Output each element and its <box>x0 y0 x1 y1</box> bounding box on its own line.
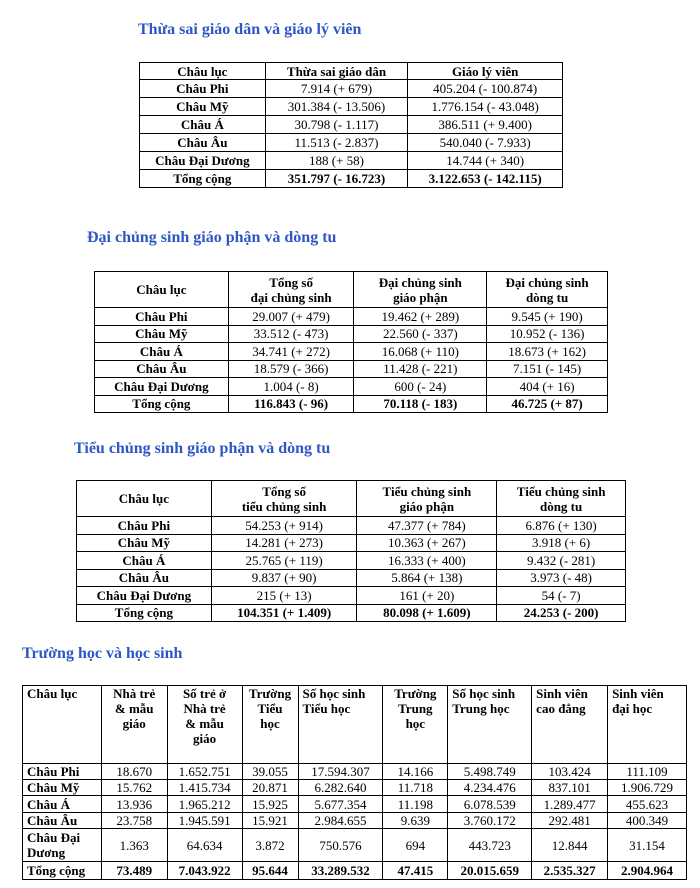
column-header <box>497 481 626 517</box>
column-header <box>101 686 167 764</box>
text-line: học <box>260 716 280 731</box>
value-cell: 34.741 (+ 272) <box>228 343 354 361</box>
value-cell: 1.004 (- 8) <box>228 378 354 396</box>
total-row <box>23 862 687 880</box>
continent-cell <box>23 780 102 796</box>
text-line: giáo phận <box>393 289 448 305</box>
value-cell: 39.055 <box>242 764 298 780</box>
value-cell: 23.758 <box>101 813 167 829</box>
continent-cell <box>23 764 102 780</box>
text-line: Dương <box>27 845 66 860</box>
value-cell: 11.513 (- 2.837) <box>265 134 408 152</box>
table-row <box>140 152 563 170</box>
value-cell: 5.864 (+ 138) <box>357 569 497 587</box>
value-cell: 33.289.532 <box>298 862 383 880</box>
continent-cell: Tổng cộng <box>95 395 229 413</box>
value-cell: 111.109 <box>608 764 687 780</box>
value-cell: 6.876 (+ 130) <box>497 517 626 535</box>
text-line: Đại chủng sinh <box>505 274 589 290</box>
text-line: Nhà trẻ <box>183 701 226 716</box>
column-header <box>228 272 354 308</box>
value-cell: 46.725 (+ 87) <box>487 395 608 413</box>
continent-cell: Châu Mỹ <box>140 98 266 116</box>
continent-cell: Châu Đại Dương <box>95 378 229 396</box>
value-cell: 17.594.307 <box>298 764 383 780</box>
table-row <box>77 552 626 570</box>
value-cell: 16.068 (+ 110) <box>354 343 487 361</box>
column-header <box>77 481 212 517</box>
value-cell: 215 (+ 13) <box>211 587 357 605</box>
column-header: Thừa sai giáo dân <box>265 63 408 80</box>
table-row <box>140 134 563 152</box>
value-cell: 20.871 <box>242 780 298 796</box>
value-cell: 25.765 (+ 119) <box>211 552 357 570</box>
value-cell: 3.918 (+ 6) <box>497 534 626 552</box>
total-row <box>95 395 608 413</box>
text-line: Tổng cộng <box>27 863 86 878</box>
text-line: Châu lục <box>118 491 169 506</box>
continent-cell <box>23 796 102 813</box>
value-cell: 70.118 (- 183) <box>354 395 487 413</box>
text-line: Trường <box>394 686 437 701</box>
column-header <box>383 686 448 764</box>
text-line: Số trẻ ở <box>182 686 227 701</box>
value-cell: 3.760.172 <box>448 813 532 829</box>
value-cell: 2.984.655 <box>298 813 383 829</box>
value-cell: 64.634 <box>167 829 242 862</box>
table-row <box>77 517 626 535</box>
total-row <box>140 170 563 188</box>
text-line: Châu Á <box>27 796 70 812</box>
value-cell: 3.872 <box>242 829 298 862</box>
value-cell: 694 <box>383 829 448 862</box>
table-row <box>95 360 608 378</box>
value-cell: 47.377 (+ 784) <box>357 517 497 535</box>
value-cell: 14.744 (+ 340) <box>408 152 563 170</box>
value-cell: 3.122.653 (- 142.115) <box>408 170 563 188</box>
text-line: Châu lục <box>136 282 187 297</box>
value-cell: 7.043.922 <box>167 862 242 880</box>
value-cell: 750.576 <box>298 829 383 862</box>
continent-cell <box>23 862 102 880</box>
text-line: Sinh viên <box>536 686 588 701</box>
major-seminarians-table <box>94 271 608 413</box>
column-header <box>167 686 242 764</box>
text-line: Đại chủng sinh <box>378 274 462 290</box>
value-cell: 443.723 <box>448 829 532 862</box>
value-cell: 14.281 (+ 273) <box>211 534 357 552</box>
column-header <box>487 272 608 308</box>
text-line: Châu Đại <box>27 830 81 845</box>
value-cell: 386.511 (+ 9.400) <box>408 116 563 134</box>
value-cell: 33.512 (- 473) <box>228 325 354 343</box>
column-header <box>23 686 102 764</box>
value-cell: 9.545 (+ 190) <box>487 308 608 326</box>
section-3-title: Tiểu chủng sinh giáo phận và dòng tu <box>74 440 331 457</box>
text-line: dòng tu <box>525 289 569 305</box>
continent-cell: Châu Á <box>95 343 229 361</box>
continent-cell: Châu Âu <box>140 134 266 152</box>
text-line: Tiểu học <box>302 701 351 716</box>
column-header <box>298 686 383 764</box>
value-cell: 95.644 <box>242 862 298 880</box>
continent-cell: Châu Mỹ <box>95 325 229 343</box>
value-cell: 4.234.476 <box>448 780 532 796</box>
continent-cell <box>23 813 102 829</box>
value-cell: 14.166 <box>383 764 448 780</box>
column-header <box>242 686 298 764</box>
table-row <box>23 829 687 862</box>
value-cell: 22.560 (- 337) <box>354 325 487 343</box>
column-header <box>532 686 608 764</box>
value-cell: 15.921 <box>242 813 298 829</box>
value-cell: 18.673 (+ 162) <box>487 343 608 361</box>
value-cell: 13.936 <box>101 796 167 813</box>
value-cell: 19.462 (+ 289) <box>354 308 487 326</box>
value-cell: 6.078.539 <box>448 796 532 813</box>
text-line: Tiểu chủng sinh <box>382 483 472 499</box>
value-cell: 18.579 (- 366) <box>228 360 354 378</box>
table-row <box>23 796 687 813</box>
continent-cell: Châu Á <box>77 552 212 570</box>
text-line: cao đẳng <box>536 701 586 716</box>
text-line: & mẫu <box>185 716 224 731</box>
text-line: đại học <box>612 701 653 716</box>
section-1-title: Thừa sai giáo dân và giáo lý viên <box>138 21 362 38</box>
value-cell: 54 (- 7) <box>497 587 626 605</box>
column-header <box>357 481 497 517</box>
section-4-title: Trường học và học sinh <box>22 645 183 662</box>
value-cell: 5.677.354 <box>298 796 383 813</box>
value-cell: 11.198 <box>383 796 448 813</box>
text-line: Tiểu chủng sinh <box>516 483 606 499</box>
value-cell: 47.415 <box>383 862 448 880</box>
text-line: Trung <box>398 701 433 716</box>
value-cell: 2.535.327 <box>532 862 608 880</box>
continent-cell: Châu Đại Dương <box>77 587 212 605</box>
value-cell: 54.253 (+ 914) <box>211 517 357 535</box>
text-line: Nhà trẻ <box>113 686 156 701</box>
value-cell: 9.432 (- 281) <box>497 552 626 570</box>
section-2-title: Đại chủng sinh giáo phận và dòng tu <box>87 229 337 246</box>
value-cell: 9.639 <box>383 813 448 829</box>
value-cell: 1.289.477 <box>532 796 608 813</box>
column-header <box>608 686 687 764</box>
text-line: dòng tu <box>539 498 583 514</box>
text-line: Tổng số <box>262 483 306 499</box>
schools-students-table <box>22 685 687 880</box>
value-cell: 103.424 <box>532 764 608 780</box>
text-line: Trường <box>248 686 292 701</box>
continent-cell <box>23 829 102 862</box>
value-cell: 3.973 (- 48) <box>497 569 626 587</box>
continent-cell: Châu Âu <box>95 360 229 378</box>
text-line: Trung học <box>452 701 510 716</box>
value-cell: 9.837 (+ 90) <box>211 569 357 587</box>
value-cell: 1.776.154 (- 43.048) <box>408 98 563 116</box>
text-line: Số học sinh <box>302 686 366 701</box>
column-header: Giáo lý viên <box>408 63 563 80</box>
table-row <box>95 343 608 361</box>
table-row <box>23 780 687 796</box>
header-row <box>140 63 563 80</box>
text-line: giáo <box>122 716 146 731</box>
header-row <box>23 686 687 764</box>
value-cell: 15.925 <box>242 796 298 813</box>
value-cell: 10.363 (+ 267) <box>357 534 497 552</box>
value-cell: 15.762 <box>101 780 167 796</box>
value-cell: 16.333 (+ 400) <box>357 552 497 570</box>
value-cell: 188 (+ 58) <box>265 152 408 170</box>
table-row <box>140 98 563 116</box>
value-cell: 161 (+ 20) <box>357 587 497 605</box>
text-line: Châu Phi <box>27 764 80 779</box>
value-cell: 351.797 (- 16.723) <box>265 170 408 188</box>
header-row <box>95 272 608 308</box>
continent-cell: Châu Mỹ <box>77 534 212 552</box>
missionaries-table <box>139 62 563 188</box>
value-cell: 29.007 (+ 479) <box>228 308 354 326</box>
column-header <box>95 272 229 308</box>
table-row <box>95 325 608 343</box>
table-row <box>140 116 563 134</box>
table-row <box>23 813 687 829</box>
continent-cell: Tổng cộng <box>77 604 212 622</box>
value-cell: 12.844 <box>532 829 608 862</box>
value-cell: 455.623 <box>608 796 687 813</box>
column-header <box>354 272 487 308</box>
value-cell: 540.040 (- 7.933) <box>408 134 563 152</box>
table-row <box>77 534 626 552</box>
table-row <box>95 378 608 396</box>
text-line: Châu Mỹ <box>27 780 80 795</box>
total-row <box>77 604 626 622</box>
column-header <box>448 686 532 764</box>
value-cell: 18.670 <box>101 764 167 780</box>
table-row <box>95 308 608 326</box>
continent-cell: Châu Á <box>140 116 266 134</box>
value-cell: 7.914 (+ 679) <box>265 80 408 98</box>
value-cell: 6.282.640 <box>298 780 383 796</box>
continent-cell: Châu Âu <box>77 569 212 587</box>
continent-cell: Châu Phi <box>95 308 229 326</box>
value-cell: 10.952 (- 136) <box>487 325 608 343</box>
value-cell: 20.015.659 <box>448 862 532 880</box>
value-cell: 80.098 (+ 1.609) <box>357 604 497 622</box>
text-line: Tổng số <box>269 274 313 290</box>
value-cell: 116.843 (- 96) <box>228 395 354 413</box>
column-header <box>211 481 357 517</box>
value-cell: 837.101 <box>532 780 608 796</box>
value-cell: 1.415.734 <box>167 780 242 796</box>
text-line: học <box>405 716 426 731</box>
table-row <box>23 764 687 780</box>
header-row <box>77 481 626 517</box>
value-cell: 1.906.729 <box>608 780 687 796</box>
table-row <box>140 80 563 98</box>
value-cell: 1.945.591 <box>167 813 242 829</box>
minor-seminarians-table <box>76 480 626 622</box>
continent-cell: Châu Đại Dương <box>140 152 266 170</box>
value-cell: 400.349 <box>608 813 687 829</box>
text-line: Châu lục <box>27 686 78 701</box>
value-cell: 301.384 (- 13.506) <box>265 98 408 116</box>
value-cell: 24.253 (- 200) <box>497 604 626 622</box>
text-line: Số học sinh <box>452 686 516 701</box>
continent-cell: Tổng cộng <box>140 170 266 188</box>
value-cell: 2.904.964 <box>608 862 687 880</box>
text-line: Sinh viên <box>612 686 664 701</box>
continent-cell: Châu Phi <box>77 517 212 535</box>
value-cell: 1.363 <box>101 829 167 862</box>
value-cell: 30.798 (- 1.117) <box>265 116 408 134</box>
text-line: Tiểu <box>257 701 283 716</box>
text-line: tiểu chủng sinh <box>241 498 327 514</box>
value-cell: 292.481 <box>532 813 608 829</box>
text-line: & mẫu <box>114 701 154 716</box>
continent-cell: Châu Phi <box>140 80 266 98</box>
text-line: giáo phận <box>399 498 455 514</box>
value-cell: 73.489 <box>101 862 167 880</box>
value-cell: 405.204 (- 100.874) <box>408 80 563 98</box>
value-cell: 5.498.749 <box>448 764 532 780</box>
value-cell: 600 (- 24) <box>354 378 487 396</box>
value-cell: 7.151 (- 145) <box>487 360 608 378</box>
column-header: Châu lục <box>140 63 266 80</box>
value-cell: 1.652.751 <box>167 764 242 780</box>
table-row <box>77 587 626 605</box>
text-line: giáo <box>193 731 217 746</box>
value-cell: 104.351 (+ 1.409) <box>211 604 357 622</box>
text-line: đại chủng sinh <box>250 289 332 305</box>
table-row <box>77 569 626 587</box>
value-cell: 11.718 <box>383 780 448 796</box>
value-cell: 11.428 (- 221) <box>354 360 487 378</box>
value-cell: 404 (+ 16) <box>487 378 608 396</box>
value-cell: 31.154 <box>608 829 687 862</box>
value-cell: 1.965.212 <box>167 796 242 813</box>
text-line: Châu Âu <box>27 813 78 828</box>
